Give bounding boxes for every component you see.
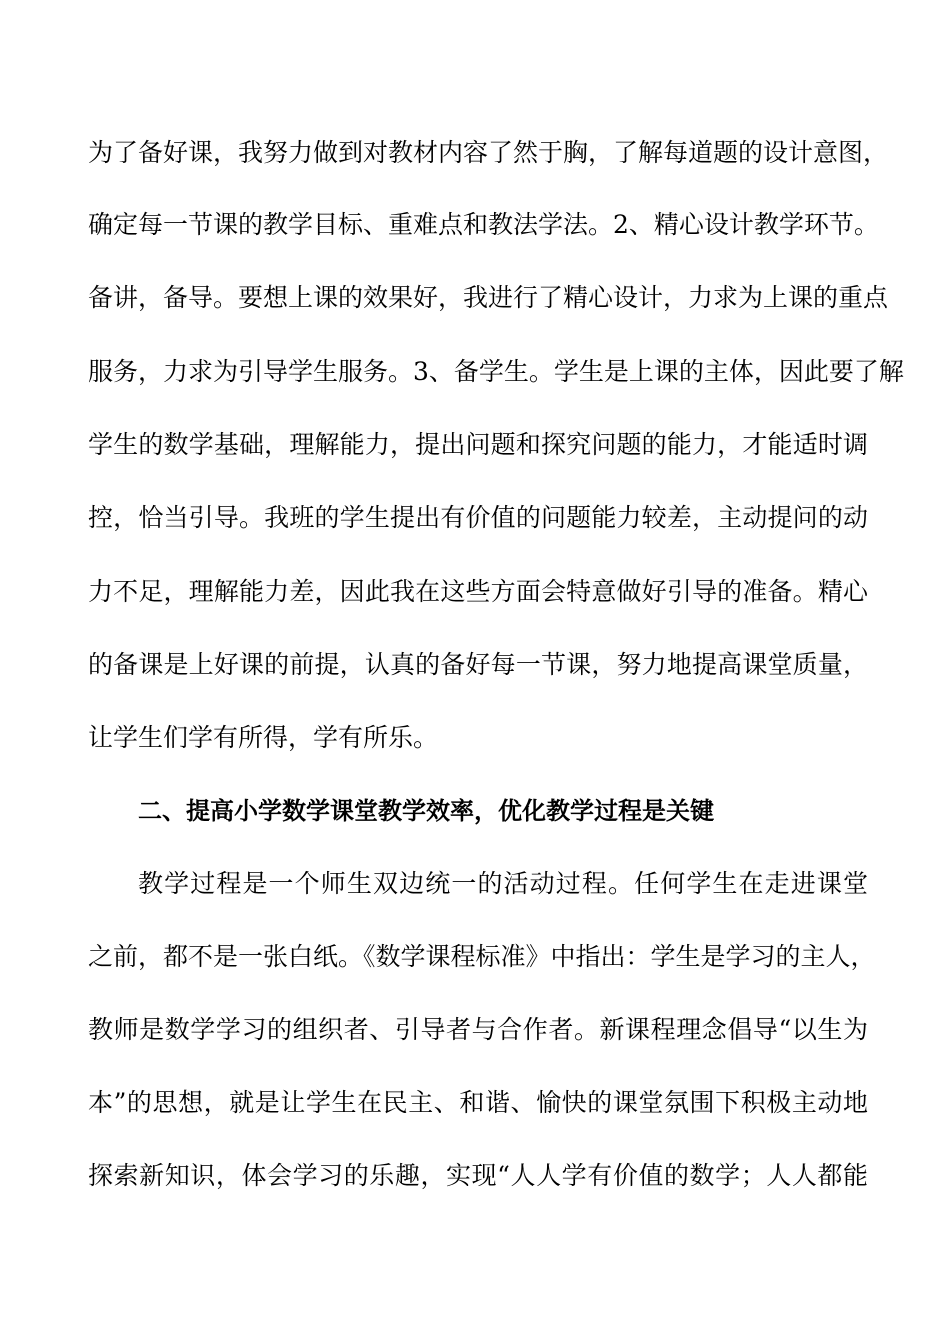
section-heading: 二、提高小学数学课堂教学效率，优化教学过程是关键	[138, 797, 714, 825]
paragraph-line: 学生的数学基础，理解能力，提出问题和探究问题的能力，才能适时调	[88, 430, 868, 459]
paragraph-line: 之前，都不是一张白纸。《数学课程标准》中指出：学生是学习的主人，	[88, 942, 876, 971]
paragraph-line: 为了备好课，我努力做到对教材内容了然于胸，了解每道题的设计意图，	[88, 138, 889, 167]
paragraph-line: 服务，力求为引导学生服务。3、备学生。学生是上课的主体，因此要了解	[88, 357, 904, 386]
paragraph-line: 本”的思想，就是让学生在民主、和谐、愉快的课堂氛围下积极主动地	[88, 1088, 868, 1117]
paragraph-line: 确定每一节课的教学目标、重难点和教法学法。2、精心设计教学环节。	[88, 210, 879, 239]
paragraph-line: 教学过程是一个师生双边统一的活动过程。任何学生在走进课堂	[138, 869, 868, 898]
paragraph-line: 力不足，理解能力差，因此我在这些方面会特意做好引导的准备。精心	[88, 577, 868, 606]
paragraph-line: 让学生们学有所得，学有所乐。	[88, 723, 439, 752]
paragraph-line: 探索新知识，体会学习的乐趣，实现“人人学有价值的数学；人人都能	[88, 1161, 868, 1190]
paragraph-line: 备讲，备导。要想上课的效果好，我进行了精心设计，力求为上课的重点	[88, 283, 889, 312]
paragraph-line: 教师是数学学习的组织者、引导者与合作者。新课程理念倡导“以生为	[88, 1015, 868, 1044]
paragraph-line: 的备课是上好课的前提，认真的备好每一节课，努力地提高课堂质量，	[88, 650, 868, 679]
paragraph-line: 控，恰当引导。我班的学生提出有价值的问题能力较差，主动提问的动	[88, 503, 868, 532]
